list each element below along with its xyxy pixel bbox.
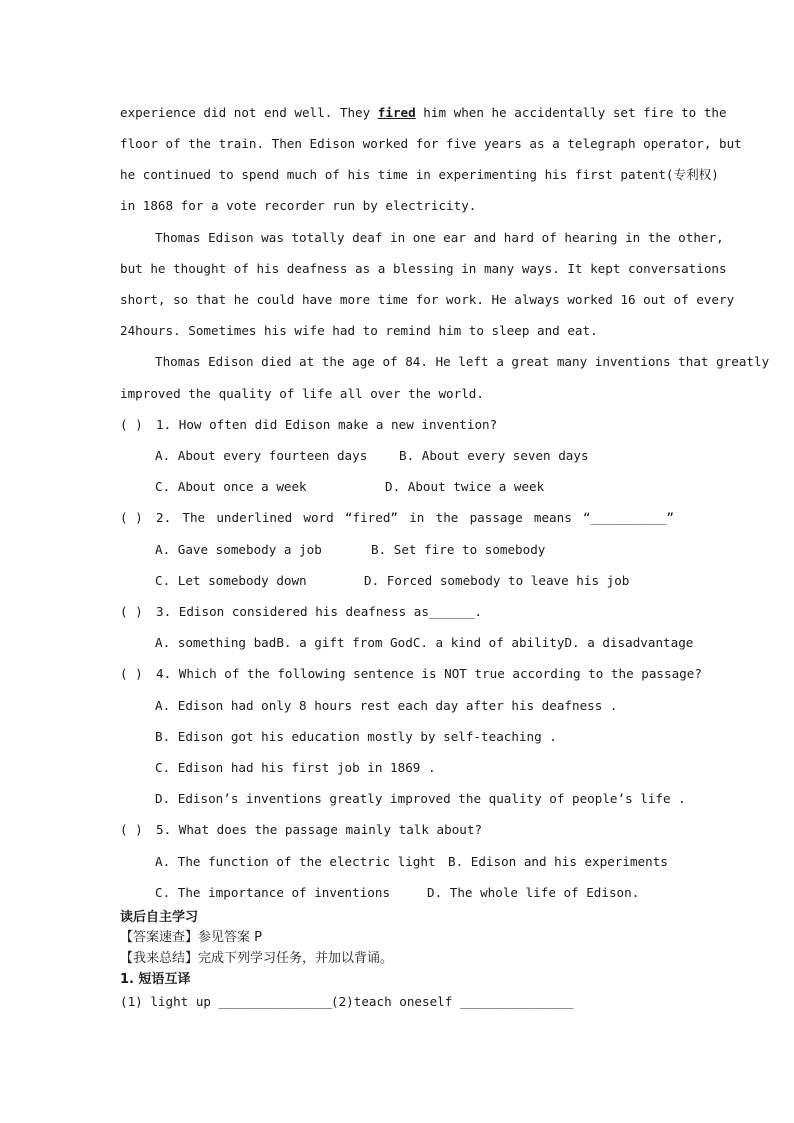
passage-line: Thomas Edison died at the age of 84. He left a great many inventions that greatly — [155, 354, 770, 369]
passage-line: short, so that he could have more time for work. He always worked 16 out of every — [120, 292, 735, 307]
option-row — [155, 573, 630, 589]
answer-blank[interactable]: ( ) — [120, 510, 143, 525]
option-c[interactable]: C. Let somebody down — [155, 573, 307, 588]
option-d[interactable]: D. The whole life of Edison. — [427, 885, 640, 900]
answer-blank[interactable]: ( ) — [120, 604, 143, 619]
question-text: 1. How often did Edison make a new invention? — [156, 417, 498, 432]
question-text: 5. What does the passage mainly talk about? — [156, 822, 483, 837]
option-a[interactable]: A. The function of the electric light — [155, 854, 436, 869]
passage-line: floor of the train. Then Edison worked for five years as a telegraph operator, but — [120, 136, 742, 151]
subsection-title: 1. 短语互译 — [120, 972, 191, 987]
answer-reference: 【答案速查】参见答案 P — [120, 930, 262, 945]
phrase-item-row — [120, 994, 574, 1010]
passage-line — [120, 105, 727, 121]
section-heading: 读后自主学习 — [120, 910, 199, 925]
question-text: 4. Which of the following sentence is NOT true according to the passage? — [156, 666, 702, 681]
passage-line: but he thought of his deafness as a blessing in many ways. It kept conversations — [120, 261, 727, 276]
option-row — [155, 479, 545, 495]
option-row — [155, 885, 640, 901]
option-a[interactable]: A. Edison had only 8 hours rest each day after his deafness . — [155, 698, 618, 713]
answer-blank[interactable]: ( ) — [120, 417, 143, 432]
question-text: 3. Edison considered his deafness as______. — [156, 604, 483, 619]
option-d[interactable]: D. Forced somebody to leave his job — [364, 573, 630, 588]
question-text: 2. The underlined word “fired” in the passage means “__________” — [156, 510, 674, 525]
option-a[interactable]: A. About every fourteen days — [155, 448, 368, 463]
option-row — [155, 542, 546, 558]
option-c[interactable]: C. The importance of inventions — [155, 885, 391, 900]
option-b[interactable]: B. Set fire to somebody — [371, 542, 546, 557]
answer-blank[interactable]: ( ) — [120, 822, 143, 837]
option-c[interactable]: C. a kind of ability — [412, 635, 565, 650]
option-c[interactable]: C. Edison had his first job in 1869 . — [155, 760, 436, 775]
answer-blank[interactable]: ( ) — [120, 666, 143, 681]
passage-line: he continued to spend much of his time in experimenting his first patent(专利权) — [120, 167, 719, 182]
option-c[interactable]: C. About once a week — [155, 479, 307, 494]
option-a[interactable]: A. Gave somebody a job — [155, 542, 322, 557]
passage-line: 24hours. Sometimes his wife had to remind him to sleep and eat. — [120, 323, 598, 338]
option-row — [155, 854, 668, 870]
option-b[interactable]: B. a gift from God — [276, 635, 413, 650]
passage-text: him when he accidentally set fire to the — [415, 105, 727, 120]
option-row — [155, 448, 589, 464]
option-d[interactable]: D. Edison’s inventions greatly improved the quality of people’s life . — [155, 791, 686, 806]
phrase-item-2[interactable]: (2)teach oneself _______________ — [331, 994, 574, 1009]
passage-line: improved the quality of life all over the world. — [120, 386, 484, 401]
option-a[interactable]: A. something bad — [155, 635, 277, 650]
phrase-item-1[interactable]: (1) light up _______________ — [120, 994, 333, 1009]
passage-text: experience did not end well. They — [120, 105, 378, 120]
option-row — [155, 635, 694, 651]
summary-instruction: 【我来总结】完成下列学习任务，并加以背诵。 — [120, 951, 394, 966]
option-b[interactable]: B. Edison and his experiments — [448, 854, 668, 869]
passage-line: in 1868 for a vote recorder run by electricity. — [120, 198, 477, 213]
option-d[interactable]: D. a disadvantage — [564, 635, 694, 650]
underlined-word-fired: fired — [377, 105, 416, 120]
option-d[interactable]: D. About twice a week — [385, 479, 545, 494]
option-b[interactable]: B. Edison got his education mostly by self-teaching . — [155, 729, 557, 744]
passage-line: Thomas Edison was totally deaf in one ear and hard of hearing in the other, — [155, 230, 724, 245]
option-b[interactable]: B. About every seven days — [399, 448, 589, 463]
